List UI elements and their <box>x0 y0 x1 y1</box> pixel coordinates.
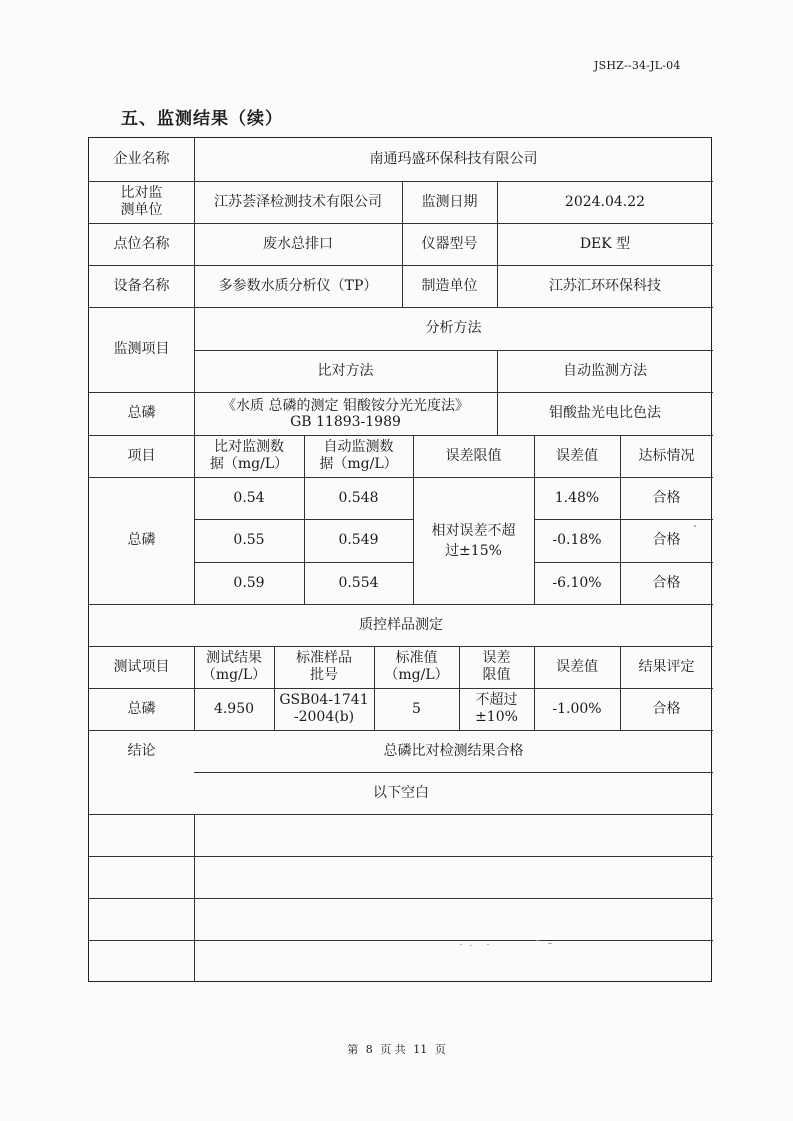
row-divider <box>89 856 713 857</box>
comparison-header-status: 达标情况 <box>638 447 695 464</box>
comparison-item: 总磷 <box>127 532 156 548</box>
section-title: 五、监测结果（续） <box>121 109 283 129</box>
comparison-compare-value: 0.59 <box>233 574 265 591</box>
qc-limit: 不超过 ±10% <box>475 692 518 725</box>
comparison-header-compare-data: 比对监测数 据（mg/L） <box>209 439 289 472</box>
comparison-status-value: 合格 <box>652 574 681 591</box>
comparison-header-item: 项目 <box>127 447 156 464</box>
monitoring-unit-value: 江苏荟泽检测技术有限公司 <box>214 193 382 210</box>
qc-batch: GSB04-1741 -2004(b) <box>279 692 369 725</box>
qc-error: -1.00% <box>552 700 602 717</box>
blank-note: 以下空白 <box>373 784 429 801</box>
page-suffix: 页 <box>434 1043 446 1056</box>
comparison-error-value: -0.18% <box>552 532 602 548</box>
scan-speck <box>460 944 462 945</box>
qc-eval: 合格 <box>652 700 681 717</box>
qc-title: 质控样品测定 <box>359 616 443 633</box>
comparison-error-value: 1.48% <box>554 489 600 506</box>
monitoring-unit-label: 比对监 测单位 <box>120 185 163 218</box>
page-current: 8 <box>365 1043 373 1056</box>
qc-item: 总磷 <box>127 700 156 717</box>
page-total: 11 <box>413 1043 428 1056</box>
comparison-header-error: 误差值 <box>556 447 598 464</box>
site-label: 点位名称 <box>113 235 170 252</box>
comparison-compare-value: 0.54 <box>233 489 265 506</box>
comparison-status-value: 合格 <box>652 489 681 506</box>
auto-method-label: 自动监测方法 <box>563 362 647 379</box>
monitoring-date-label: 监测日期 <box>421 193 478 210</box>
device-value: 多参数水质分析仪（TP） <box>218 277 378 294</box>
comparison-limit: 相对误差不超 过±15% <box>431 522 516 559</box>
qc-header-eval: 结果评定 <box>638 658 695 675</box>
qc-header-item: 测试项目 <box>113 658 170 675</box>
tp-compare-method: 《水质 总磷的测定 钼酸铵分光光度法》 GB 11893-1989 <box>222 397 469 430</box>
row-divider <box>89 940 713 941</box>
qc-header-result: 测试结果 （mg/L） <box>201 650 267 683</box>
comparison-header-auto-data: 自动监测数 据（mg/L） <box>319 439 398 472</box>
comparison-error-value: -6.10% <box>552 574 602 591</box>
tp-auto-method: 钼酸盐光电比色法 <box>549 405 661 421</box>
maker-label: 制造单位 <box>421 277 478 294</box>
conclusion-value: 总磷比对检测结果合格 <box>383 742 524 759</box>
row-divider <box>89 898 713 899</box>
company-label: 企业名称 <box>113 151 170 167</box>
comparison-auto-value: 0.548 <box>338 489 379 506</box>
qc-result: 4.950 <box>213 700 255 717</box>
comparison-compare-value: 0.55 <box>233 532 265 548</box>
comparison-auto-value: 0.554 <box>338 574 379 591</box>
scan-speck <box>694 525 696 527</box>
conclusion-label: 结论 <box>127 742 156 759</box>
instrument-model-label: 仪器型号 <box>421 235 478 252</box>
comparison-header-limit: 误差限值 <box>445 447 502 464</box>
monitoring-results-table <box>88 137 712 982</box>
qc-header-std: 标准值 （mg/L） <box>384 650 449 683</box>
column-divider <box>194 814 195 982</box>
qc-header-batch: 标准样品 批号 <box>296 650 352 683</box>
qc-header-limit: 误差 限值 <box>482 650 511 683</box>
document-code: JSHZ--34-JL-04 <box>594 59 681 72</box>
scan-speck <box>470 945 472 946</box>
company-value: 南通玛盛环保科技有限公司 <box>369 151 538 167</box>
row-divider <box>89 814 713 815</box>
qc-std: 5 <box>412 700 421 717</box>
tp-method-label: 总磷 <box>127 405 156 421</box>
analysis-method-label: 分析方法 <box>425 320 482 336</box>
monitoring-date-value: 2024.04.22 <box>564 193 646 210</box>
compare-method-label: 比对方法 <box>317 362 374 379</box>
scan-speck <box>536 940 539 941</box>
monitoring-item-label: 监测项目 <box>113 341 170 357</box>
page-middle: 页 共 <box>380 1043 406 1056</box>
comparison-auto-value: 0.549 <box>338 532 379 548</box>
maker-value: 江苏汇环环保科技 <box>549 277 661 294</box>
scan-speck <box>487 944 489 945</box>
page-prefix: 第 <box>347 1043 359 1056</box>
device-label: 设备名称 <box>113 277 170 294</box>
instrument-model-value: DEK 型 <box>579 235 631 252</box>
comparison-status-value: 合格 <box>652 532 681 548</box>
page-footer <box>0 1041 793 1057</box>
qc-header-error: 误差值 <box>556 658 598 675</box>
scan-speck <box>548 943 552 944</box>
site-value: 废水总排口 <box>263 235 333 252</box>
